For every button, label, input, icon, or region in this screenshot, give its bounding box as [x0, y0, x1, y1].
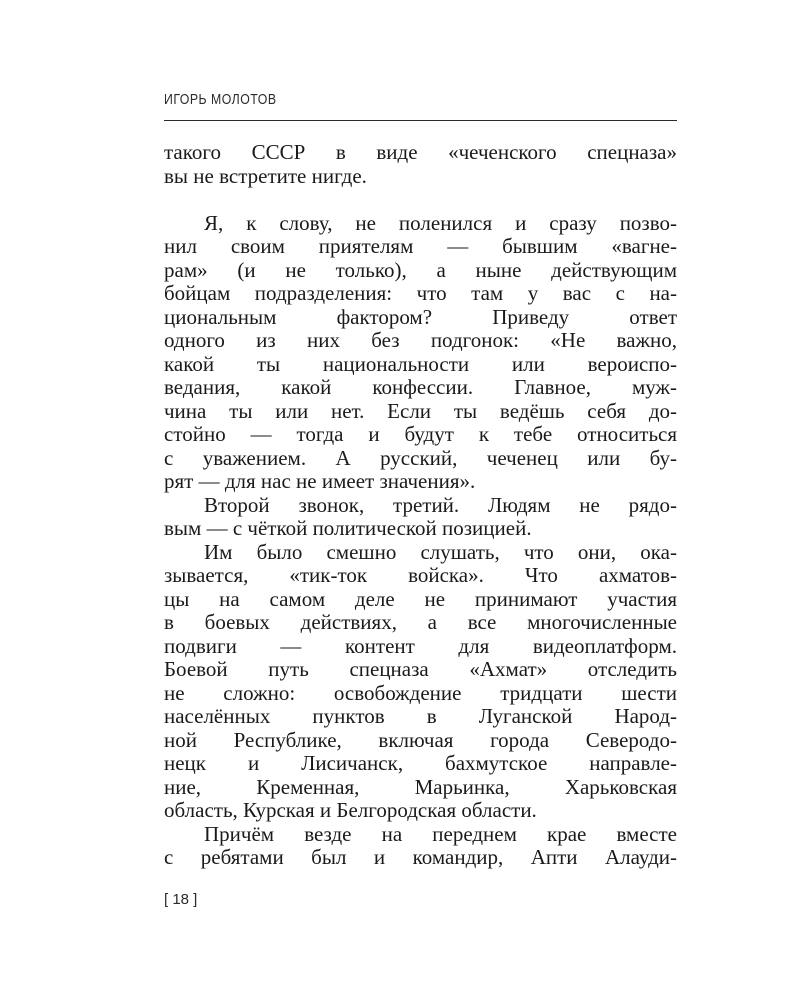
text-line: циональным фактором? Приведу ответ — [164, 304, 677, 329]
text-line: Я, к слову, не поленился и сразу позво- — [204, 210, 677, 235]
text-line: Им было смешно слушать, что они, ока- — [204, 539, 677, 564]
text-line: рят — для нас не имеет значения». — [164, 469, 476, 493]
text-line: с уважением. А русский, чеченец или бу- — [164, 445, 677, 470]
text-line: с ребятами был и командир, Апти Алауди- — [164, 845, 677, 869]
text-line: бойцам подразделения: что там у вас с на- — [164, 281, 677, 305]
text-line: такого СССР в виде «чеченского спецназа» — [164, 140, 677, 164]
text-line: ние, Кременная, Марьинка, Харьковская — [164, 774, 677, 799]
page-number: [ 18 ] — [164, 891, 198, 908]
text-line: не сложно: освобождение тридцати шести — [164, 680, 677, 705]
text-line: подвиги — контент для видеоплатформ. — [164, 633, 677, 658]
text-line: населённых пунктов в Луганской Народ- — [164, 704, 677, 728]
page-body — [164, 141, 677, 870]
text-line: стойно — тогда и будут к тебе относиться — [164, 422, 677, 446]
text-line: нецк и Лисичанск, бахмутское направле- — [164, 751, 677, 775]
running-head-author: ИГОРЬ МОЛОТОВ — [164, 91, 277, 108]
text-line: зывается, «тик-ток войска». Что ахматов- — [164, 563, 677, 587]
text-line: чина ты или нет. Если ты ведёшь себя до- — [164, 398, 677, 423]
text-line: одного из них без подгонок: «Не важно, — [164, 328, 677, 352]
text-line: ведания, какой конфессии. Главное, муж- — [164, 375, 677, 399]
paragraph-gap — [164, 188, 677, 212]
text-line: Причём везде на переднем крае вместе — [204, 821, 677, 846]
text-line: вым — с чёткой политической позицией. — [164, 516, 532, 540]
text-line: какой ты национальности или вероиспо- — [164, 351, 677, 376]
header-rule — [164, 120, 677, 121]
text-line: рам» (и не только), а ныне действующим — [164, 257, 677, 282]
text-line: нил своим приятелям — бывшим «вагне- — [164, 234, 677, 258]
text-line: область, Курская и Белгородская области. — [164, 798, 537, 822]
text-line: ной Республике, включая города Северодо- — [164, 727, 677, 752]
text-line: в боевых действиях, а все многочисленные — [164, 610, 677, 634]
text-line: вы не встретите нигде. — [164, 163, 367, 188]
text-line: цы на самом деле не принимают участия — [164, 586, 677, 611]
text-line: Второй звонок, третий. Людям не рядо- — [204, 492, 677, 517]
text-line: Боевой путь спецназа «Ахмат» отследить — [164, 657, 677, 681]
